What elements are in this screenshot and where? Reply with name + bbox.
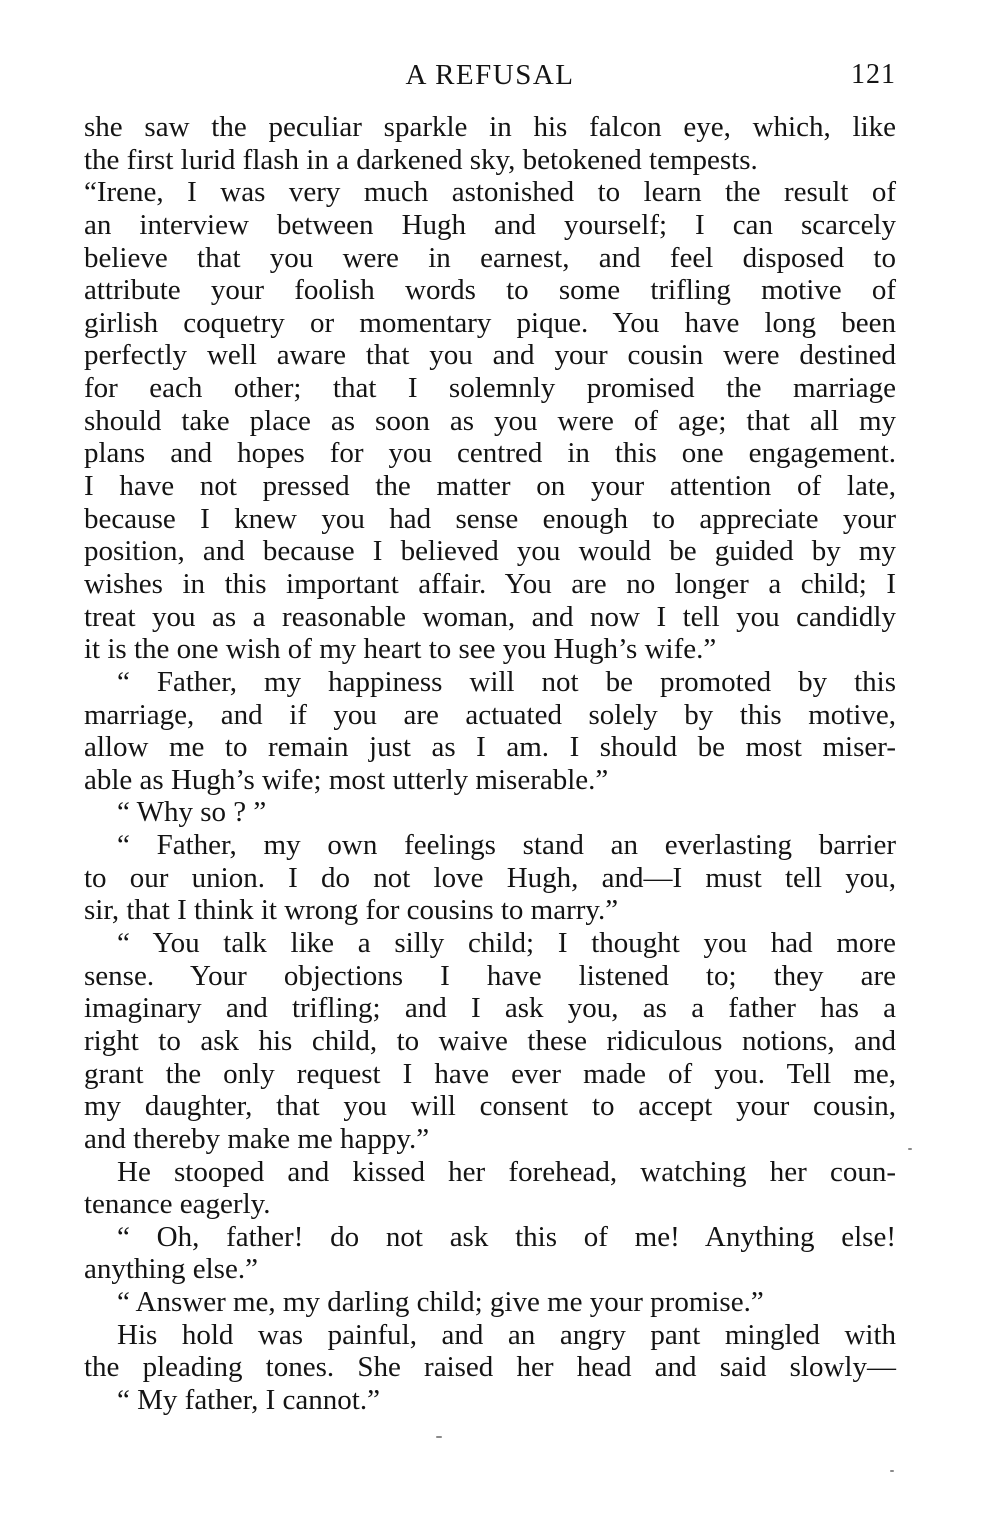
running-title: A REFUSAL (405, 59, 575, 91)
text-line: the first lurid flash in a darkened sky, betokened tempests. (84, 143, 758, 176)
text-line: wishes in this important affair. You are no longer a child; I (84, 567, 896, 600)
text-line: I have not pressed the matter on your attention of late, (84, 470, 896, 503)
text-line: imaginary and trifling; and I ask you, as a father has a (84, 992, 896, 1025)
text-line: tenance eagerly. (84, 1188, 271, 1221)
text-line: “Irene, I was very much astonished to learn the result of (84, 176, 896, 209)
text-line: an interview between Hugh and yourself; I can scarcely (84, 208, 896, 241)
text-line: treat you as a reasonable woman, and now I tell you candidly (84, 600, 896, 633)
text-line: attribute your foolish words to some trifling motive of (84, 274, 896, 307)
text-line: she saw the peculiar sparkle in his falcon eye, which, like (84, 111, 896, 143)
text-line: allow me to remain just as I am. I should be most miser- (84, 731, 896, 764)
text-line: for each other; that I solemnly promised the marriage (84, 372, 896, 405)
text-line: “ You talk like a silly child; I thought you had more (117, 927, 896, 960)
text-line: sense. Your objections I have listened to; they are (84, 959, 896, 992)
text-line: girlish coquetry or momentary pique. You have long been (84, 306, 896, 339)
text-line: able as Hugh’s wife; most utterly miserable.” (84, 763, 609, 796)
text-line: marriage, and if you are actuated solely by this motive, (84, 698, 896, 731)
text-line: “ Oh, father! do not ask this of me! Anything else! (117, 1220, 896, 1253)
text-line: “ Father, my own feelings stand an everlasting barrier (117, 829, 896, 862)
text-line: He stooped and kissed her forehead, watching her coun- (117, 1155, 896, 1188)
text-line: grant the only request I have ever made of you. Tell me, (84, 1057, 896, 1090)
body-text (84, 111, 896, 1417)
text-line: the pleading tones. She raised her head and said slowly— (84, 1351, 896, 1384)
print-speck (436, 1436, 442, 1438)
text-line: anything else.” (84, 1253, 258, 1286)
running-head (84, 57, 896, 97)
text-line: plans and hopes for you centred in this one engagement. (84, 437, 896, 470)
text-line: believe that you were in earnest, and feel disposed to (84, 241, 896, 274)
text-line: His hold was painful, and an angry pant mingled with (117, 1318, 896, 1351)
text-line: right to ask his child, to waive these ridiculous notions, and (84, 1024, 896, 1057)
text-line: “ My father, I cannot.” (117, 1383, 380, 1416)
text-line: my daughter, that you will consent to accept your cousin, (84, 1090, 896, 1123)
text-line: it is the one wish of my heart to see you Hugh’s wife.” (84, 633, 717, 666)
text-line: to our union. I do not love Hugh, and—I must tell you, (84, 861, 896, 894)
print-speck (908, 1148, 912, 1150)
text-line: should take place as soon as you were of age; that all my (84, 404, 896, 437)
text-line: “ Answer me, my darling child; give me your promise.” (117, 1286, 764, 1319)
text-line: “ Father, my happiness will not be promoted by this (117, 665, 896, 698)
text-line: position, and because I believed you would be guided by my (84, 535, 896, 568)
print-speck (890, 1470, 894, 1472)
text-line: sir, that I think it wrong for cousins to marry.” (84, 894, 619, 927)
text-line: and thereby make me happy.” (84, 1122, 430, 1155)
text-line: because I knew you had sense enough to appreciate your (84, 502, 896, 535)
text-line: perfectly well aware that you and your cousin were destined (84, 339, 896, 372)
page-number: 121 (851, 59, 896, 90)
text-line: “ Why so ? ” (117, 796, 267, 829)
